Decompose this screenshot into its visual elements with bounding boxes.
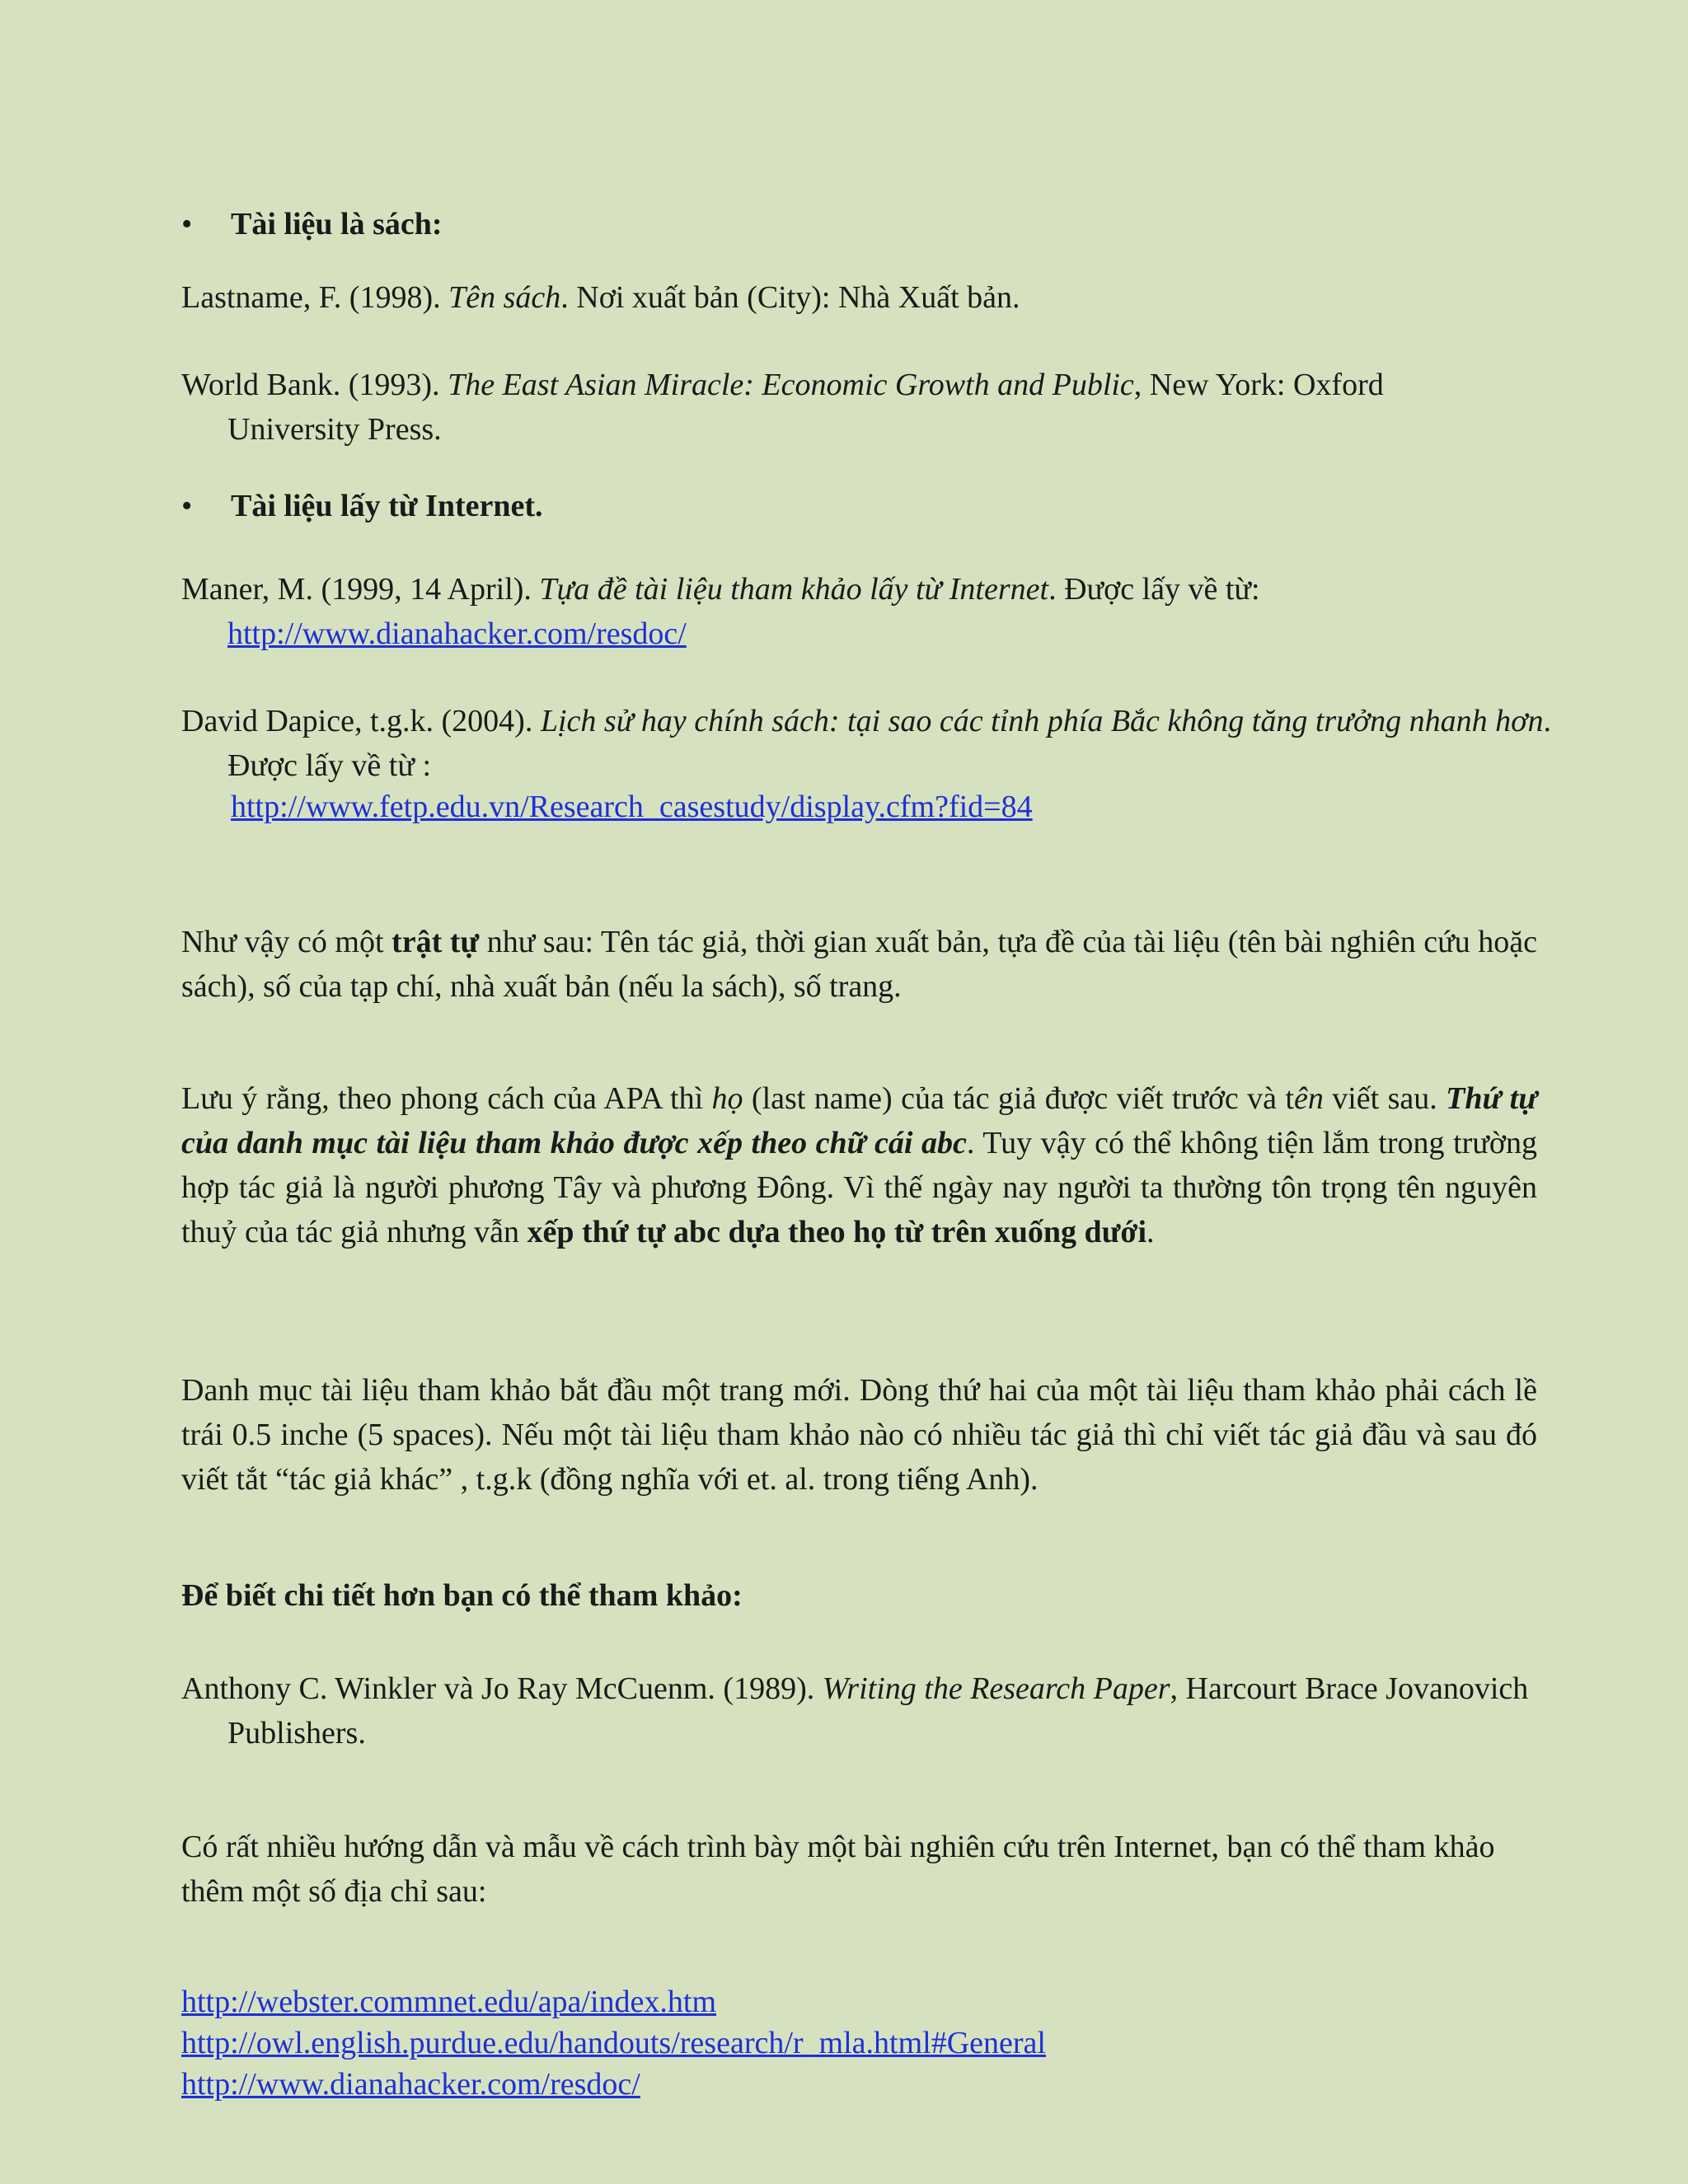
link-webster-apa[interactable]: http://webster.commnet.edu/apa/index.htm xyxy=(181,1985,717,2019)
reference-text: , New York: Oxford University Press. xyxy=(227,368,1384,447)
paragraph-order xyxy=(181,920,1537,1009)
reference-text: . Nơi xuất bản (City): Nhà Xuất bản. xyxy=(560,280,1020,315)
reference-title: Tên sách xyxy=(448,280,561,315)
reference-text: Maner, M. (1999, 14 April). xyxy=(181,572,540,607)
paragraph-text: như sau: Tên tác giả, thời gian xuất bản, tựa đề của tài liệu (tên bài nghiên cứu hoặc sách), số của tạp chí, nhà xuất bản (nếu la sách), số trang. xyxy=(181,925,1537,1004)
bullet-icon: • xyxy=(181,489,193,523)
reference-world-bank xyxy=(181,363,1513,452)
paragraph-text: viết sau. xyxy=(1323,1081,1447,1116)
section-heading-text: Tài liệu lấy từ Internet. xyxy=(231,489,543,523)
paragraph-list-format xyxy=(181,1368,1537,1502)
resource-links-list xyxy=(181,1981,1046,2105)
reference-dapice xyxy=(181,699,1579,788)
link-purdue-owl[interactable]: http://owl.english.purdue.edu/handouts/research/r_mla.html#General xyxy=(181,2026,1046,2060)
reference-maner xyxy=(181,567,1583,612)
paragraph-text: . Tuy vậy có thể không tiện lắm trong trường hợp tác giả là người phương Tây và phương Đông. Vì thế ngày nay người ta thường tôn trọng tên nguyên thuỷ của tác giả nhưng vẫn xyxy=(181,1126,1537,1249)
reference-text: David Dapice, t.g.k. (2004). xyxy=(181,704,541,738)
reference-text: Anthony C. Winkler và Jo Ray McCuenm. (1989). xyxy=(181,1671,823,1706)
section-heading-books xyxy=(181,202,1537,246)
reference-text: . Được lấy về từ: xyxy=(1048,572,1260,607)
reference-text: Lastname, F. (1998). xyxy=(181,280,449,315)
paragraph-apa-style xyxy=(181,1076,1537,1254)
heading-more-details: Để biết chi tiết hơn bạn có thể tham khảo: xyxy=(181,1578,743,1613)
reference-maner-link-line xyxy=(181,612,1537,656)
paragraph-bold: trật tự xyxy=(392,925,480,959)
reference-title: Tựa đề tài liệu tham khảo lấy từ Internet xyxy=(539,572,1049,607)
reference-book-example xyxy=(181,275,1583,320)
link-fetp[interactable]: http://www.fetp.edu.vn/Research_casestudy/display.cfm?fid=84 xyxy=(231,790,1033,824)
paragraph-italic: ên xyxy=(1293,1081,1324,1116)
reference-text: . Được lấy về từ : xyxy=(227,704,1551,783)
reference-dapice-link-line xyxy=(181,785,1537,829)
paragraph-text: . xyxy=(1146,1215,1155,1249)
paragraph-internet-guides xyxy=(181,1825,1537,1914)
paragraph-text: Danh mục tài liệu tham khảo bắt đầu một trang mới. Dòng thứ hai của một tài liệu tham khảo phải cách lề trái 0.5 inche (5 spaces). Nếu một tài liệu tham khảo nào có nhiều tác giả thì chỉ viết tác giả đầu và sau đó viết tắt “tác giả khác” , t.g.k (đồng nghĩa với et. al. trong tiếng Anh). xyxy=(181,1373,1537,1497)
paragraph-text: (last name) của tác giả được viết trước và t xyxy=(743,1081,1294,1116)
reference-title: Writing the Research Paper xyxy=(822,1671,1170,1706)
reference-text: World Bank. (1993). xyxy=(181,368,448,402)
paragraph-text: Có rất nhiều hướng dẫn và mẫu về cách trình bày một bài nghiên cứu trên Internet, bạn có thể tham khảo thêm một số địa chỉ sau: xyxy=(181,1830,1495,1909)
section-heading-internet xyxy=(181,484,1537,528)
reference-text: , Harcourt Brace Jovanovich Publishers. xyxy=(227,1671,1529,1750)
link-dianahacker[interactable]: http://www.dianahacker.com/resdoc/ xyxy=(227,616,687,651)
paragraph-bold-italic: Thứ tự của danh mục tài liệu tham khảo được xếp theo chữ cái abc xyxy=(181,1081,1537,1160)
reference-title: Lịch sử hay chính sách: tại sao các tỉnh phía Bắc không tăng trưởng nhanh hơn xyxy=(540,704,1544,738)
reference-winkler xyxy=(181,1666,1546,1755)
link-dianahacker[interactable]: http://www.dianahacker.com/resdoc/ xyxy=(181,2067,640,2102)
section-heading-text: Tài liệu là sách: xyxy=(231,207,443,241)
paragraph-bold: xếp thứ tự abc dựa theo họ từ trên xuống dưới xyxy=(527,1215,1147,1249)
paragraph-text: Lưu ý rằng, theo phong cách của APA thì xyxy=(181,1081,712,1116)
paragraph-italic: họ xyxy=(711,1081,743,1116)
reference-title: The East Asian Miracle: Economic Growth and Public xyxy=(448,368,1134,402)
bullet-icon: • xyxy=(181,207,193,241)
paragraph-text: Như vậy có một xyxy=(181,925,392,959)
